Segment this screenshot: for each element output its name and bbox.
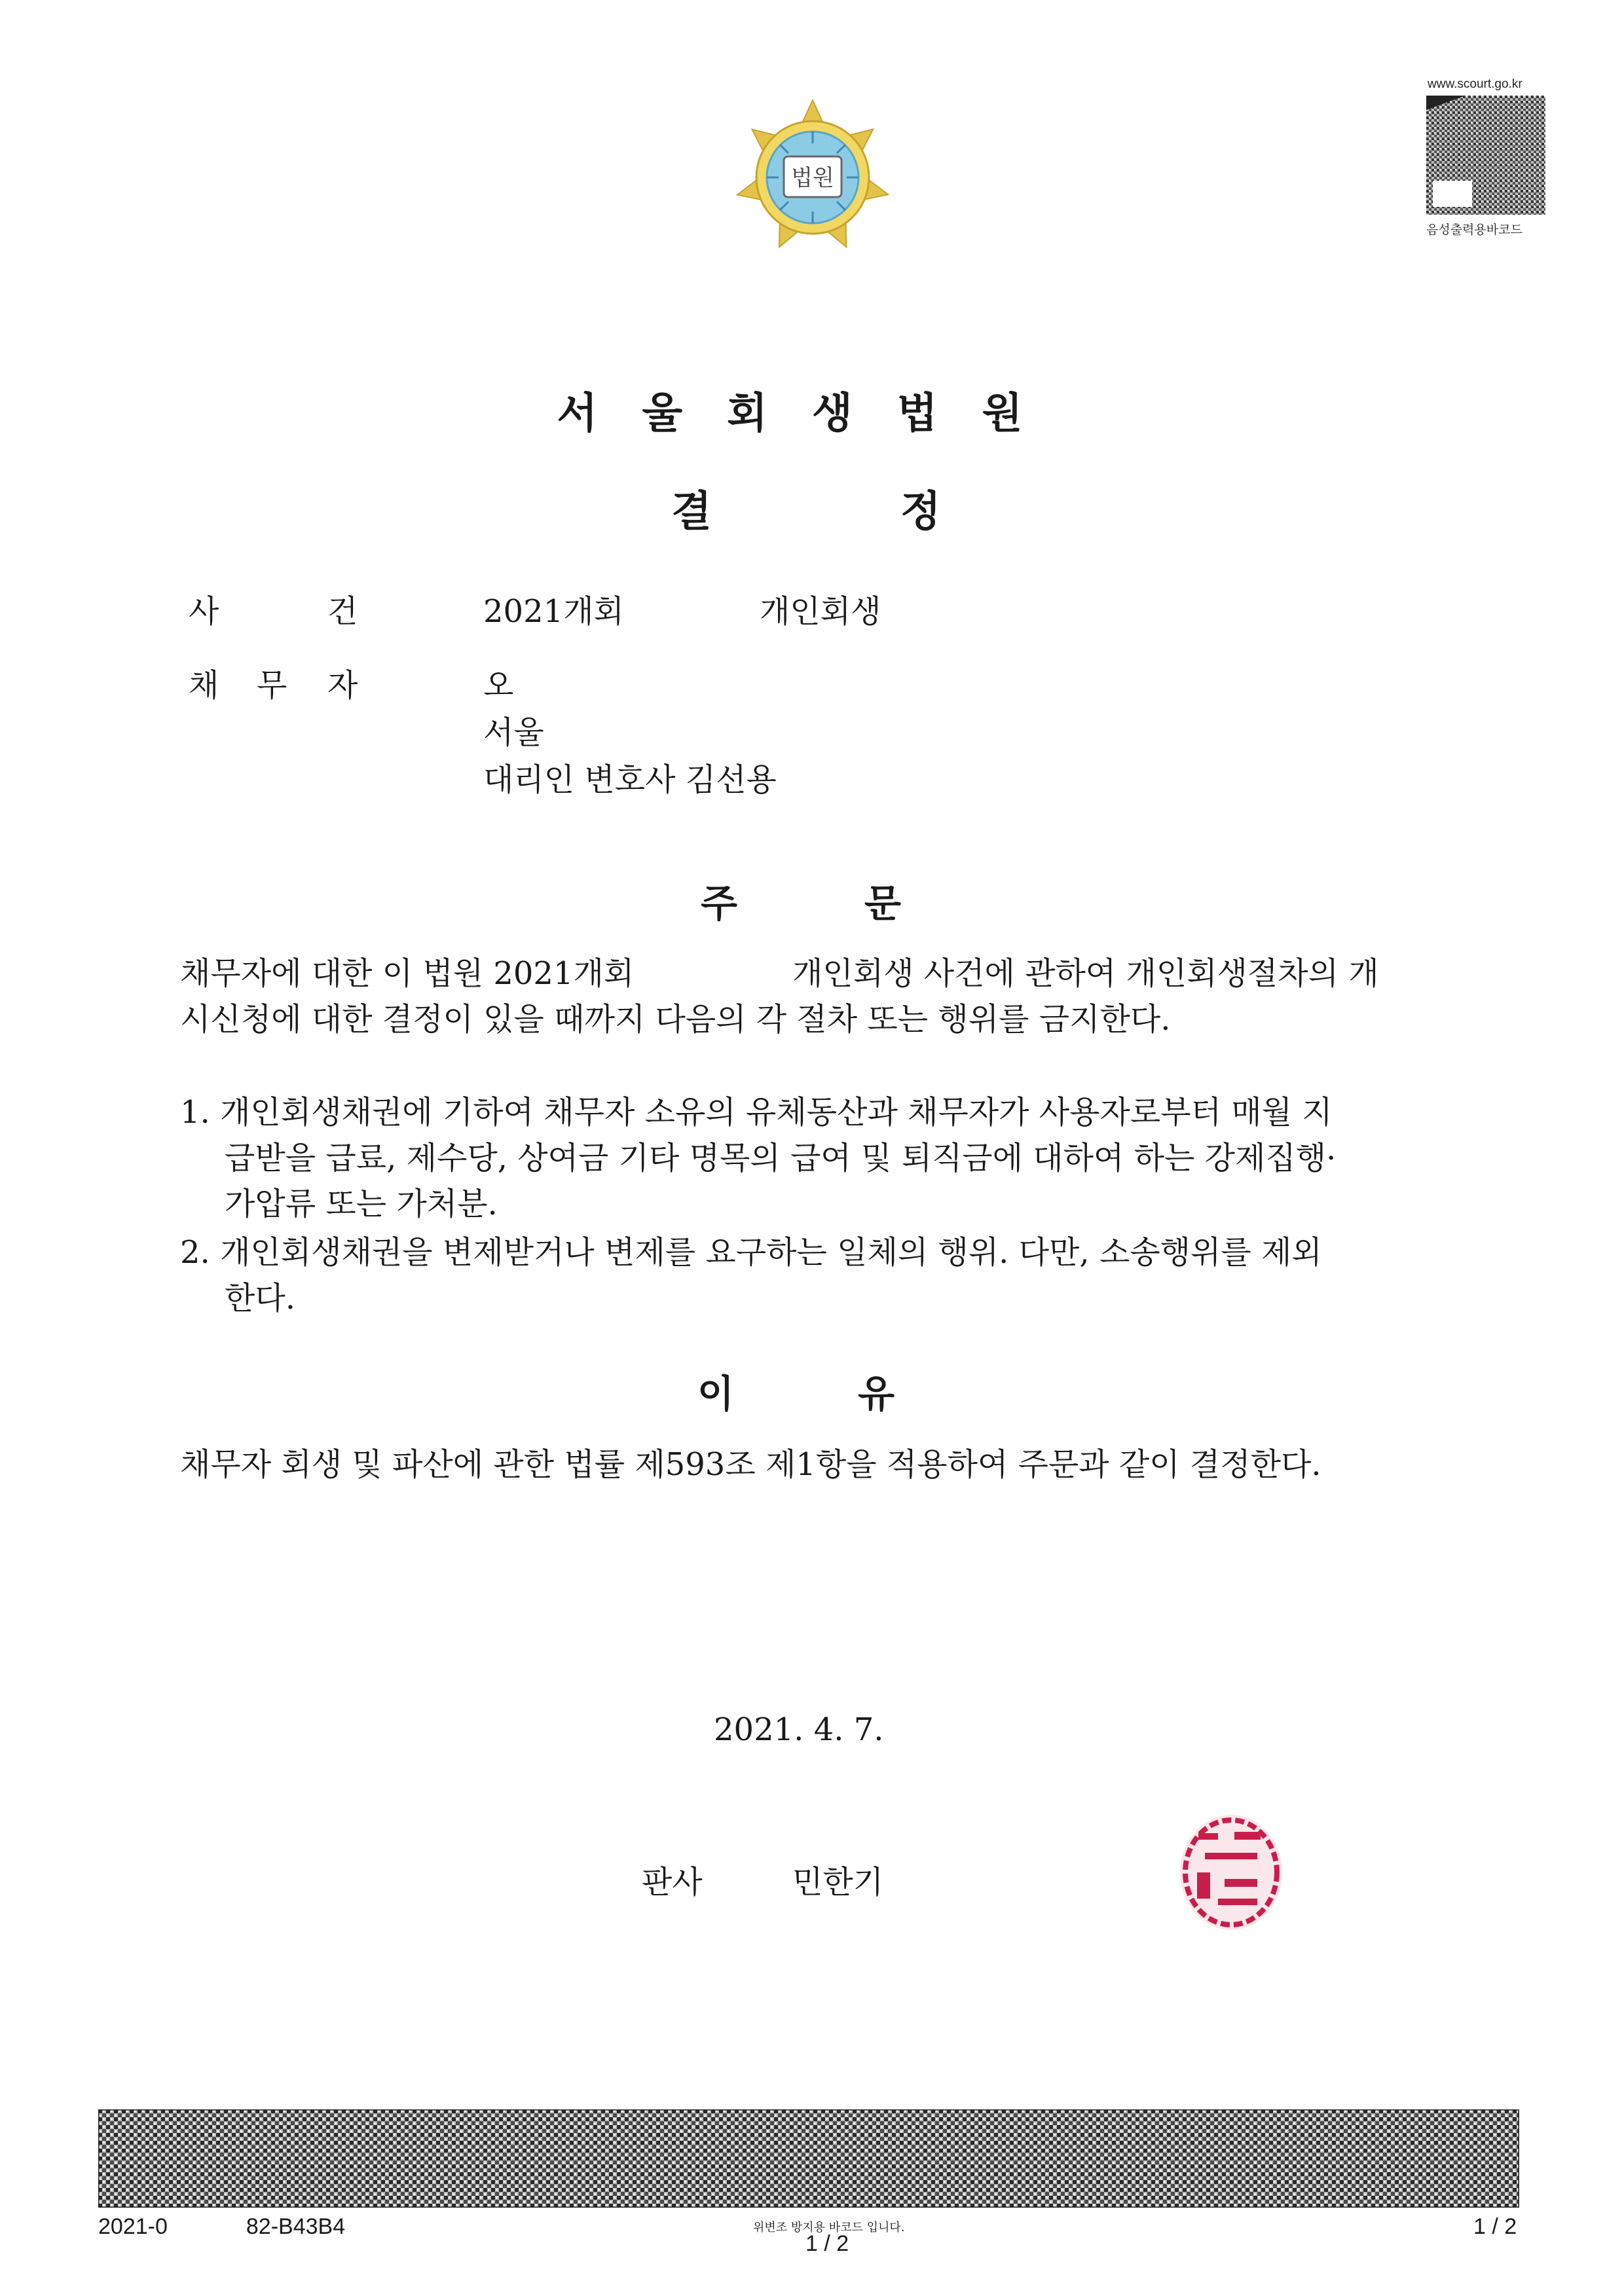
doc-id-prefix: 2021-0 (98, 2214, 168, 2239)
order-item2-line1: 2. 개인회생채권을 변제받거나 변제를 요구하는 일체의 행위. 다만, 소송행위를 제외 (180, 1234, 1322, 1271)
court-name: 서울회생법원 (557, 390, 1067, 438)
debtor-label-3: 자 (327, 667, 358, 704)
doc-title-right: 정 (900, 488, 941, 536)
page-number-right: 1 / 2 (1473, 2214, 1517, 2239)
order-item1-line1: 1. 개인회생채권에 기하여 채무자 소유의 유체동산과 채무자가 사용자로부터 매월 지 (180, 1094, 1333, 1131)
anti-forgery-barcode-icon (98, 2109, 1519, 2208)
case-type: 개인회생 (760, 593, 881, 630)
order-intro-line2: 시신청에 대한 결정이 있을 때까지 다음의 각 절차 또는 행위를 금지한다. (180, 1001, 1171, 1038)
reason-text: 채무자 회생 및 파산에 관한 법률 제593조 제1항을 적용하여 주문과 같이 결정한다. (180, 1446, 1321, 1483)
debtor-address: 서울 (483, 714, 544, 751)
judge-title: 판사 (642, 1864, 703, 1901)
judge-name: 민한기 (792, 1864, 884, 1901)
case-number: 2021개회 (483, 593, 624, 630)
site-url: www.scourt.go.kr (1428, 77, 1522, 91)
order-item2-line2: 한다. (225, 1280, 295, 1317)
debtor-label-2: 무 (257, 667, 287, 704)
order-intro-b: 개인회생 사건에 관하여 개인회생절차의 개 (792, 955, 1379, 992)
debtor-name: 오 (483, 667, 514, 704)
order-item1-line2: 급받을 급료, 제수당, 상여금 기타 명목의 급여 및 퇴직금에 대하여 하는 강제집행· (225, 1140, 1337, 1176)
judge-seal-icon (1172, 1807, 1290, 1938)
emblem-text: 법원 (791, 165, 834, 191)
voice-barcode-label: 음성출력용바코드 (1426, 223, 1522, 237)
reason-title-left: 이 (697, 1372, 735, 1416)
forgery-note: 위변조 방지용 바코드 입니다. (753, 2221, 905, 2234)
order-item1-line3: 가압류 또는 가처분. (225, 1186, 498, 1222)
doc-id-suffix: 82-B43B4 (246, 2214, 346, 2239)
doc-title-left: 결 (671, 488, 712, 536)
voice-barcode-icon (1426, 96, 1545, 215)
doc-id (98, 2214, 345, 2240)
court-emblem-icon (732, 97, 893, 258)
reason-title-right: 유 (858, 1372, 895, 1416)
page-number-center: 1 / 2 (805, 2231, 849, 2256)
case-label-1: 사 (189, 593, 219, 630)
debtor-agent: 대리인 변호사 김선용 (483, 761, 777, 798)
order-intro-a: 채무자에 대한 이 법원 2021개회 (180, 955, 635, 992)
case-label-2: 건 (327, 593, 358, 630)
order-title-left: 주 (701, 881, 738, 926)
decision-date: 2021. 4. 7. (714, 1711, 884, 1748)
debtor-label-1: 채 (189, 667, 219, 704)
order-title-right: 문 (864, 881, 902, 926)
